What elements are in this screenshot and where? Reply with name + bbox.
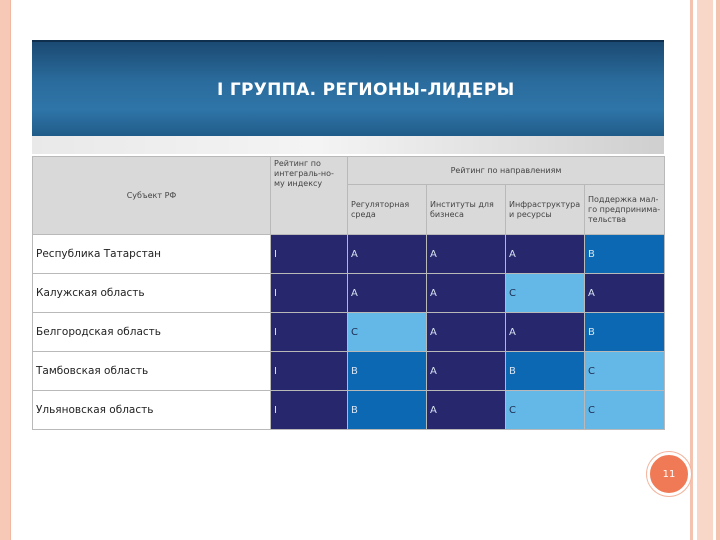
table-row: [33, 313, 665, 352]
header-directions-rating: Рейтинг по направлениям: [348, 157, 665, 185]
ratings-table: [32, 156, 665, 430]
region-name: Ульяновская область: [33, 391, 271, 430]
integral-rating-cell: I: [271, 313, 348, 352]
rating-cell: A: [506, 313, 585, 352]
header-institutions: Институты для бизнеса: [427, 185, 506, 235]
slide-frame-left: [0, 0, 16, 540]
header-infrastructure: Инфраструктура и ресурсы: [506, 185, 585, 235]
title-banner-stripe: [32, 136, 664, 154]
rating-cell: C: [506, 274, 585, 313]
slide-frame-right: [690, 0, 720, 540]
rating-cell: C: [585, 352, 665, 391]
slide-title: I ГРУППА. РЕГИОНЫ-ЛИДЕРЫ: [217, 80, 515, 100]
rating-cell: A: [427, 391, 506, 430]
table-row: [33, 274, 665, 313]
page-number-badge: 11: [647, 452, 691, 496]
integral-rating-cell: I: [271, 352, 348, 391]
rating-cell: A: [348, 235, 427, 274]
rating-cell: A: [506, 235, 585, 274]
rating-cell: A: [585, 274, 665, 313]
region-name: Республика Татарстан: [33, 235, 271, 274]
table-row: [33, 391, 665, 430]
header-regulatory: Регуляторная среда: [348, 185, 427, 235]
rating-cell: C: [506, 391, 585, 430]
region-name: Калужская область: [33, 274, 271, 313]
rating-cell: B: [348, 391, 427, 430]
integral-rating-cell: I: [271, 391, 348, 430]
table-body: [33, 235, 665, 430]
integral-rating-cell: I: [271, 235, 348, 274]
region-name: Тамбовская область: [33, 352, 271, 391]
rating-cell: C: [585, 391, 665, 430]
rating-cell: B: [348, 352, 427, 391]
rating-cell: A: [348, 274, 427, 313]
header-integral-rating: Рейтинг по интеграль-но-му индексу: [271, 157, 348, 235]
rating-cell: A: [427, 235, 506, 274]
rating-cell: A: [427, 352, 506, 391]
rating-cell: A: [427, 313, 506, 352]
rating-cell: B: [506, 352, 585, 391]
rating-cell: B: [585, 313, 665, 352]
table-row: [33, 352, 665, 391]
rating-cell: B: [585, 235, 665, 274]
integral-rating-cell: I: [271, 274, 348, 313]
header-small-business: Поддержка мал-го предпринима-тельства: [585, 185, 665, 235]
rating-cell: A: [427, 274, 506, 313]
header-subject: Субъект РФ: [33, 157, 271, 235]
table-row: [33, 235, 665, 274]
region-name: Белгородская область: [33, 313, 271, 352]
rating-cell: C: [348, 313, 427, 352]
